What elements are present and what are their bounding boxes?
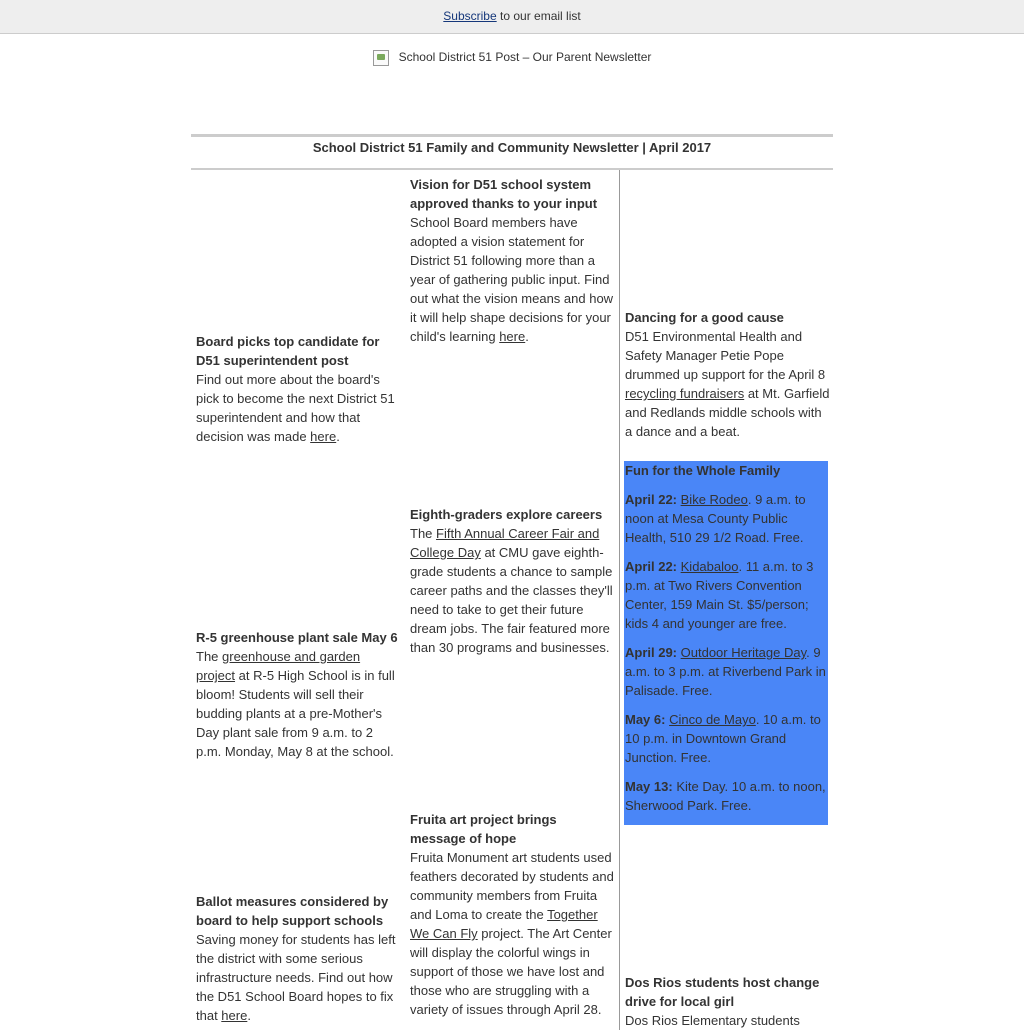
subscribe-suffix: to our email list — [496, 9, 581, 23]
subscribe-link[interactable]: Subscribe — [443, 9, 497, 23]
event-link[interactable]: Bike Rodeo — [680, 492, 748, 507]
article-link[interactable]: Fifth Annual Career Fair and College Day — [410, 526, 600, 560]
header-divider-bottom — [191, 168, 833, 170]
article-dos-rios — [625, 973, 830, 1030]
article-body: Fruita Monument art students used feathers decorated by students and community members from Fruita and Loma to create the Together We Can Fly project. The Art Center will display the colorful wings in support of those we have lost and those who are struggling with a variety of issues through April 28. — [410, 850, 614, 1017]
broken-image-icon — [373, 50, 389, 66]
article-dancing — [625, 308, 830, 441]
event-item: April 22: Bike Rodeo. 9 a.m. to noon at Mesa County Public Health, 510 29 1/2 Road. Free. — [625, 492, 806, 545]
event-item: May 13: Kite Day. 10 a.m. to noon, Sherwood Park. Free. — [625, 779, 826, 813]
newsletter-headline: School District 51 Family and Community Newsletter | April 2017 — [312, 140, 712, 155]
article-careers — [410, 505, 615, 657]
article-title: Eighth-graders explore careers — [410, 507, 603, 522]
article-fruita-art — [410, 810, 615, 1019]
article-title: Board picks top candidate for D51 superintendent post — [196, 334, 380, 368]
article-link[interactable]: here — [221, 1008, 248, 1023]
article-body: D51 Environmental Health and Safety Manager Petie Pope drummed up support for the April 8 recycling fundraisers at Mt. Garfield and Redlands middle schools with a dance and a beat. — [625, 329, 830, 439]
header-image-alt-text: School District 51 Post – Our Parent Newsletter — [398, 50, 652, 64]
article-body: Saving money for students has left the district with some serious infrastructure needs. Find out how the D51 School Board hopes to fix that here. — [196, 932, 396, 1023]
article-title: Dancing for a good cause — [625, 310, 784, 325]
newsletter-header-image — [0, 48, 1024, 67]
article-body: The Fifth Annual Career Fair and College Day at CMU gave eighth-grade students a chance to sample career paths and the classes they'll need to take to get their future dream jobs. The fair featured more than 30 programs and businesses. — [410, 526, 613, 655]
family-events-title: Fun for the Whole Family — [625, 463, 781, 478]
article-title: R-5 greenhouse plant sale May 6 — [196, 630, 398, 645]
article-body: Dos Rios Elementary students — [625, 1013, 800, 1028]
event-item: May 6: Cinco de Mayo. 10 a.m. to 10 p.m. in Downtown Grand Junction. Free. — [625, 712, 821, 765]
article-superintendent — [196, 332, 401, 446]
article-vision — [410, 175, 615, 346]
article-link[interactable]: recycling fundraisers — [625, 386, 745, 401]
article-title: Dos Rios students host change drive for local girl — [625, 975, 820, 1009]
article-title: Vision for D51 school system approved thanks to your input — [410, 177, 598, 211]
article-link[interactable]: greenhouse and garden project — [196, 649, 361, 683]
event-item: April 29: Outdoor Heritage Day. 9 a.m. to 3 p.m. at Riverbend Park in Palisade. Free. — [625, 645, 826, 698]
family-events-box — [624, 461, 828, 825]
article-title: Ballot measures considered by board to help support schools — [196, 894, 389, 928]
article-title: Fruita art project brings message of hope — [410, 812, 557, 846]
event-link[interactable]: Cinco de Mayo — [669, 712, 756, 727]
article-greenhouse — [196, 628, 401, 761]
article-body: School Board members have adopted a vision statement for District 51 following more than a year of gathering public input. Find out what the vision means and how it will help shape decisions for your child's learning here. — [410, 215, 614, 344]
event-link[interactable]: Outdoor Heritage Day — [680, 645, 807, 660]
article-link[interactable]: Together We Can Fly — [410, 907, 598, 941]
article-link[interactable]: here — [310, 429, 337, 444]
column-divider — [619, 170, 620, 1030]
article-link[interactable]: here — [499, 329, 526, 344]
event-item: April 22: Kidabaloo. 11 a.m. to 3 p.m. at Two Rivers Convention Center, 159 Main St. $5/person; kids 4 and younger are free. — [625, 559, 814, 631]
header-divider-top — [191, 134, 833, 137]
event-link[interactable]: Kidabaloo — [680, 559, 739, 574]
article-body: Find out more about the board's pick to become the next District 51 superintendent and how that decision was made here. — [196, 372, 395, 444]
subscribe-bar — [0, 0, 1024, 34]
article-body: The greenhouse and garden project at R-5 High School is in full bloom! Students will sell their budding plants at a pre-Mother's Day plant sale from 9 a.m. to 2 p.m. Monday, May 8 at the school. — [196, 649, 395, 759]
article-ballot-measures — [196, 892, 401, 1025]
